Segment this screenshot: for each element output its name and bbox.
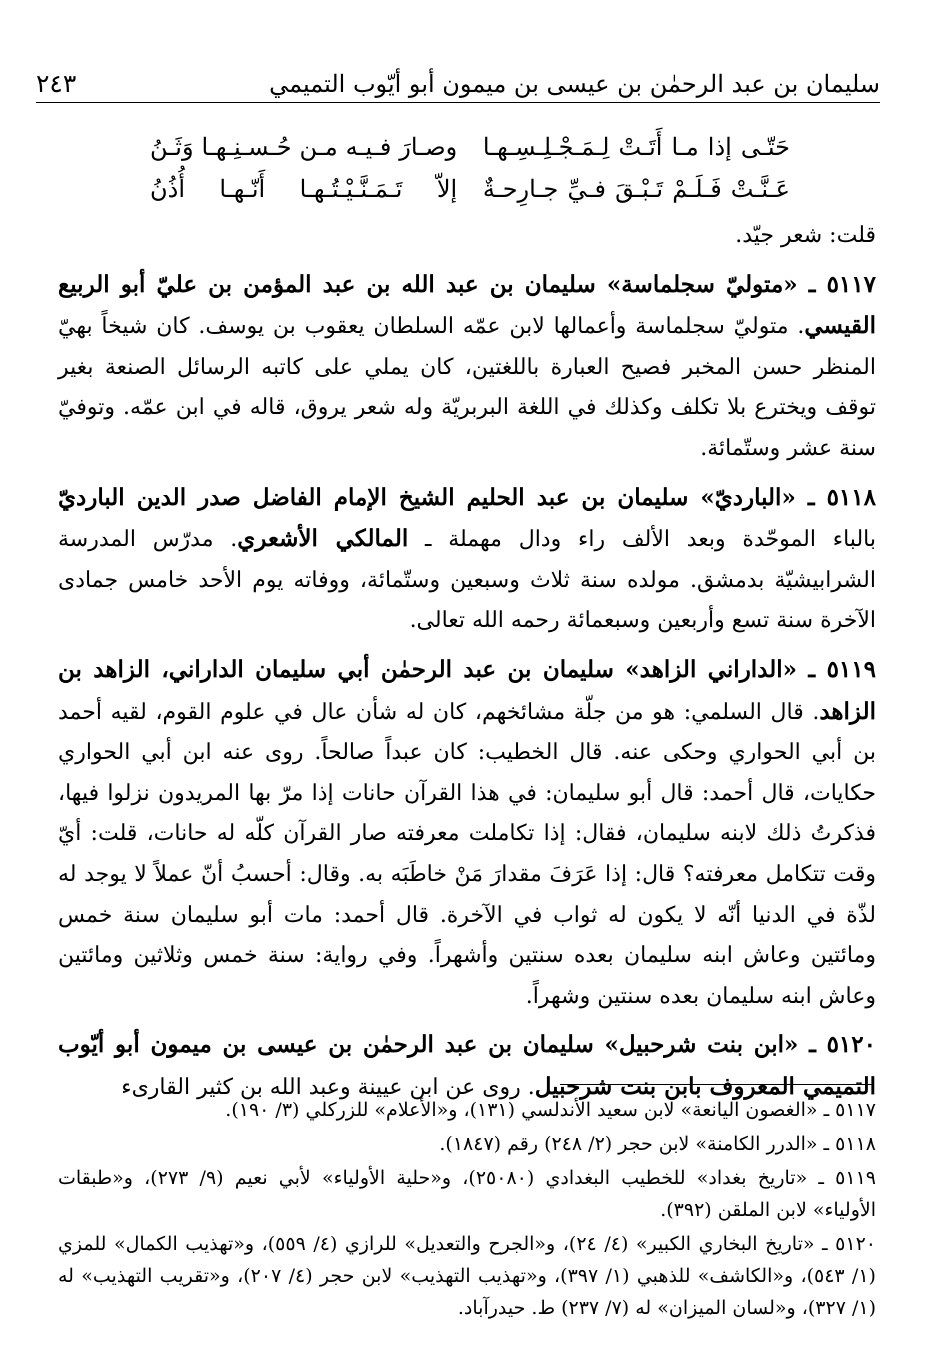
entry-5119	[58, 650, 876, 1017]
entry-text: . متوليّ سجلماسة وأعمالها لابن عمّه السلطان يعقوب بن يوسف. كان شيخاً بهيّ المنظر حسن المخبر فصيح العبارة باللغتين، كان يملي على كاتبه الرسائل الصنعة بغير توقف ويخترع بلا تكلف وكذلك في اللغة البربريّة وله شعر يروق، قاله في ابن عمّه. وتوفيّ سنة عشر وستّمائة.	[58, 314, 876, 461]
entry-text: . قال السلمي: هو من جلّة مشائخهم، كان له شأن عال في علوم القوم، لقيه أحمد بن أبي الحواري وحكى عنه. قال الخطيب: كان عبداً صالحاً. روى عنه ابن أبي الحواري حكايات، قال أحمد: قال أبو سليمان: في هذا القرآن حانات إذا مرّ بها المريدون نزلوا فيها، فذكرتُ ذلك لابنه سليمان، فقال: إذا تكاملت معرفته صار القرآن كلّه له حانات، قلت: أيّ وقت تتكامل معرفته؟ قال: إذا عَرَفَ مقدارَ مَنْ خاطَبَه به. وقال: أحسبُ أنّ عملاً لا يوجد له لذّة في الدنيا أنّه لا يكون له ثواب في الآخرة. قال أحمد: مات أبو سليمان سنة خمس ومائتين وعاش ابنه سليمان بعده سنتين وأشهراً. وفي رواية: سنة خمس وثلاثين ومائتين وعاش ابنه سليمان بعده سنتين وشهراً.	[58, 699, 876, 1009]
entry-heading: ٥١١٧ ـ «متوليّ سجلماسة» سليمان بن عبد الله بن عبد المؤمن بن عليّ أبو الربيع القيسي	[58, 270, 876, 340]
entry-text-continued: . مدرّس المدرسة الشرابيشيّة بدمشق. مولده سنة ثلاث وسبعين وستّمائة، ووفاته يوم الأحد خامس جمادى الآخرة سنة تسع وأربعين وسبعمائة رحمه الله تعالى.	[58, 527, 877, 634]
footnote-separator	[560, 1084, 874, 1085]
entry-heading-secondary: المالكي الأشعري	[237, 525, 409, 553]
comment-line: قلت: شعر جيّد.	[735, 223, 876, 248]
footnote-item: ٥١٢٠ ـ «تاريخ البخاري الكبير» (٤/ ٢٤)، و«الجرح والتعديل» للرازي (٤/ ٥٥٩)، و«تهذيب الكمال» للمزي (١/ ٥٤٣)، و«الكاشف» للذهبي (١/ ٣٩٧)، و«تهذيب التهذيب» لابن حجر (٤/ ٢٠٧)، و«تقريب التهذيب» له (١/ ٣٢٧)، و«لسان الميزان» له (٧/ ٢٣٧) ط. حيدرآباد.	[58, 1233, 876, 1319]
footnote-item: ٥١١٨ ـ «الدرر الكامنة» لابن حجر (٢/ ٢٤٨) رقم (١٨٤٧).	[439, 1133, 876, 1155]
page-number: ٢٤٣	[36, 69, 77, 98]
entry-text: . روى عن ابن عيينة وعبد الله بن كثير القارىء	[121, 1074, 535, 1100]
verse-hemistich-right: عَـنَّـتْ فَـلَـمْ تَـبْـقَ فـيِّ جـارِحـةٌ	[482, 175, 790, 203]
running-title: سليمان بن عبد الرحمٰن بن عيسى بن ميمون أبو أيّوب التميمي	[269, 70, 880, 98]
footnote-item: ٥١١٧ ـ «الغصون اليانعة» لابن سعيد الأندلسي (١٣١)، و«الأعلام» للزركلي (٣/ ١٩٠).	[225, 1099, 876, 1121]
page-header	[36, 52, 880, 103]
verse-hemistich-left: وصـارَ فـيـه مـن حُـسـنِـهـا وَثَـنُ	[150, 133, 458, 161]
entry-text: بالباء الموحّدة وبعد الألف راء ودال مهملة ـ	[425, 527, 876, 553]
footnotes	[58, 1094, 876, 1326]
entry-5117	[58, 265, 876, 470]
entry-heading: ٥١٢٠ ـ «ابن بنت شرحبيل» سليمان بن عبد الرحمٰن بن عيسى بن ميمون أبو أيّوب التميمي المعروف بابن بنت شرحبيل	[58, 1031, 876, 1100]
entry-heading: ٥١١٩ ـ «الداراني الزاهد» سليمان بن عبد الرحمٰن أبي سليمان الداراني، الزاهد بن الزاهد	[58, 655, 876, 725]
verse-hemistich-right: حَتّـى إذا مـا أَتَـتْ لِـمَـجْـلِـسِـهـا	[482, 133, 790, 161]
verse-row	[150, 126, 790, 168]
footnote-item: ٥١١٩ ـ «تاريخ بغداد» للخطيب البغدادي (٢٥٠٨٠)، و«حلية الأولياء» لأبي نعيم (٩/ ٢٧٣)، و«طبقات الأولياء» لابن الملقن (٣٩٢).	[58, 1167, 876, 1221]
verse-hemistich-left: إلاّ تَـمَـنَّـيْـتُـهـا أَنّـهـا أُذُنُ	[150, 175, 458, 203]
verse-row	[150, 168, 790, 210]
entry-heading: ٥١١٨ ـ «البارديّ» سليمان بن عبد الحليم الشيخ الإمام الفاضل صدر الدين البارديّ	[58, 483, 876, 511]
entry-5118	[58, 478, 876, 642]
main-text	[58, 216, 876, 1108]
poem-verses	[150, 126, 790, 210]
